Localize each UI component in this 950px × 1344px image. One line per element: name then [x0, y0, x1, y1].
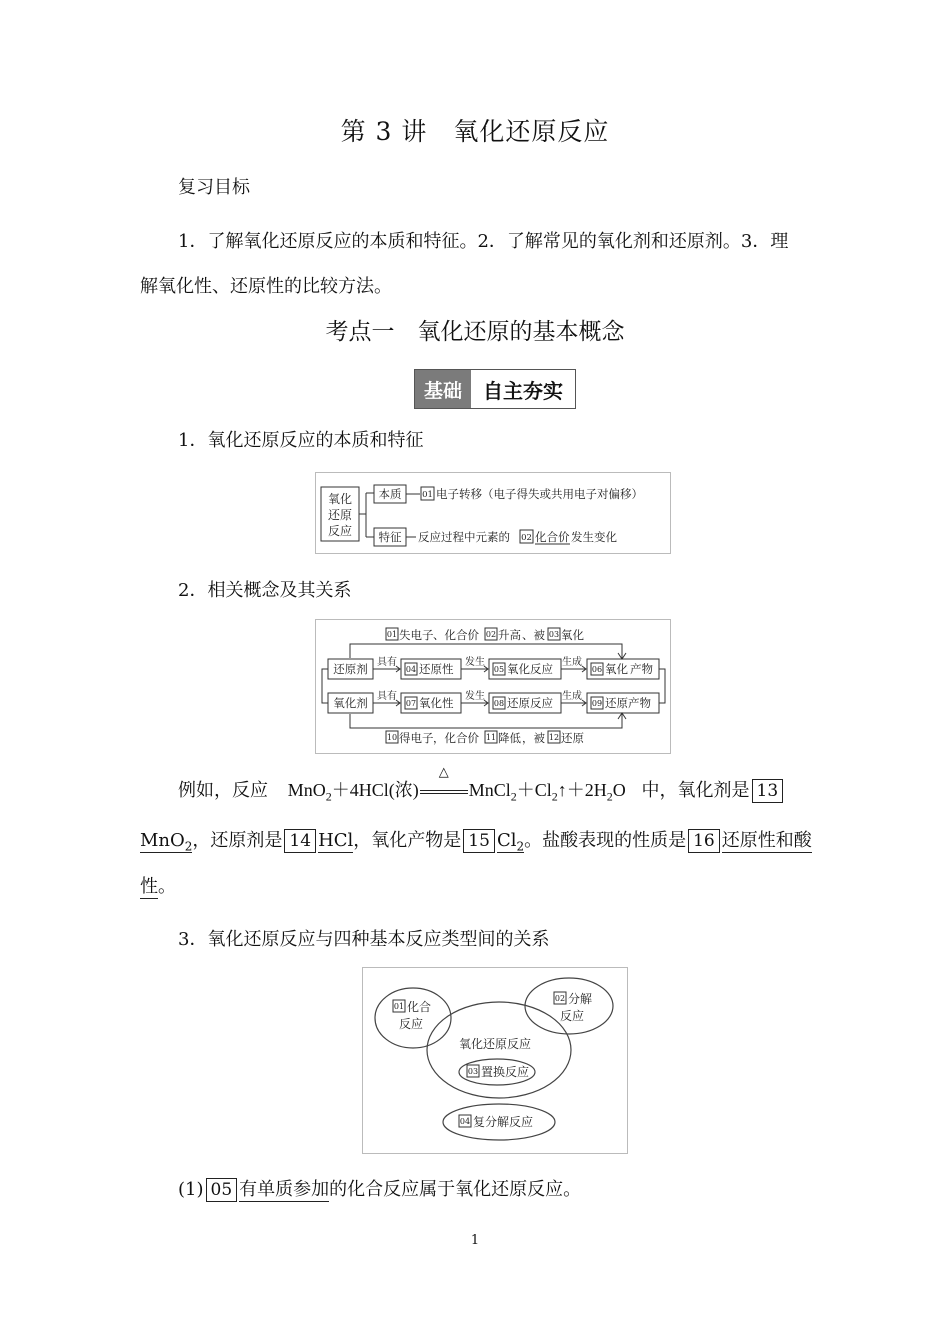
- answer-16-cont: 性: [140, 876, 158, 897]
- reaction-condition: △: [438, 764, 449, 779]
- svg-text:反应: 反应: [399, 1017, 424, 1031]
- essence-num: 01: [422, 490, 433, 500]
- feature-label: 特征: [378, 530, 402, 544]
- badge-right: 自主夯实: [471, 370, 575, 408]
- svg-text:01: 01: [393, 1002, 405, 1011]
- svg-text:升高: 升高: [498, 628, 521, 642]
- svg-text:04: 04: [405, 665, 417, 674]
- svg-text:置换反应: 置换反应: [481, 1065, 530, 1079]
- svg-text:10: 10: [386, 733, 398, 742]
- feature-suffix: 发生变化: [571, 530, 617, 544]
- svg-text:具有: 具有: [377, 657, 397, 668]
- feature-underlined: 化合价: [535, 530, 570, 544]
- svg-text:氧化: 氧化: [561, 628, 584, 642]
- svg-text:03: 03: [548, 630, 560, 639]
- svg-text:05: 05: [493, 665, 505, 674]
- goals-line-1: 1．了解氧化还原反应的本质和特征。2．了解常见的氧化剂和还原剂。3．理: [178, 231, 789, 252]
- svg-text:氧化性: 氧化性: [419, 696, 454, 710]
- svg-text:氧化: 氧化: [605, 662, 628, 676]
- review-goal-heading: 复习目标: [178, 177, 250, 198]
- answer-15: $Cl_2$: [496, 830, 525, 854]
- example-line-1: 例如，反应 MnO$_2$＋4HCl(浓) △ $MnCl_2+Cl_2↑+2H_2O$ 中，氧化剂是 13: [178, 776, 785, 805]
- svg-text:09: 09: [591, 699, 603, 708]
- decomposition-ellipse: [525, 978, 613, 1034]
- item-1-heading: 1．氧化还原反应的本质和特征: [178, 430, 424, 451]
- svg-text:，化合价: ，化合价: [433, 731, 479, 745]
- answer-14: HCl: [318, 830, 354, 851]
- essence-feature-figure: [315, 472, 671, 554]
- essence-label: 本质: [378, 487, 402, 501]
- svg-text:降低: 降低: [498, 731, 521, 745]
- essence-feature-diagram: [316, 473, 670, 553]
- goals-line-2: 解氧化性、还原性的比较方法。: [140, 276, 392, 297]
- svg-text:得电子: 得电子: [399, 731, 434, 745]
- svg-text:还原产物: 还原产物: [605, 696, 651, 710]
- svg-text:还原: 还原: [561, 731, 584, 745]
- answer-16-number: 16: [688, 829, 720, 853]
- svg-text:12: 12: [548, 733, 560, 742]
- svg-text:08: 08: [493, 699, 505, 708]
- page-title: 第 3 讲 氧化还原反应: [340, 117, 610, 146]
- concepts-figure: [315, 619, 671, 754]
- answer-13: MnO$_2$: [140, 830, 193, 854]
- svg-text:06: 06: [591, 665, 603, 674]
- svg-text:氧化剂: 氧化剂: [333, 696, 368, 710]
- feature-prefix: 反应过程中元素的: [418, 530, 510, 544]
- item-3-heading: 3．氧化还原反应与四种基本反应类型间的关系: [178, 929, 550, 950]
- main-line-1: 氧化: [327, 492, 353, 506]
- svg-text:02: 02: [554, 994, 566, 1003]
- svg-text:，被: ，被: [522, 731, 545, 745]
- item-2-heading: 2．相关概念及其关系: [178, 580, 352, 601]
- svg-text:还原剂: 还原剂: [333, 662, 368, 676]
- svg-text:03: 03: [467, 1067, 479, 1076]
- svg-text:具有: 具有: [377, 691, 397, 702]
- svg-text:复分解反应: 复分解反应: [473, 1115, 534, 1129]
- svg-text:发生: 发生: [465, 657, 485, 668]
- svg-text:04: 04: [459, 1117, 471, 1126]
- badge-left: 基础: [415, 370, 471, 408]
- answer-16: 还原性和酸: [721, 830, 812, 851]
- svg-text:、被: 、被: [522, 628, 545, 642]
- main-line-2: 还原: [327, 508, 353, 522]
- answer-05-number: 05: [206, 1178, 238, 1202]
- essence-text: 电子转移（电子得失或共用电子对偏移）: [436, 487, 643, 501]
- svg-text:化合: 化合: [407, 1000, 432, 1014]
- section-badge: [414, 369, 576, 409]
- svg-text:、化合价: 、化合价: [433, 628, 479, 642]
- svg-text:11: 11: [485, 733, 497, 742]
- svg-text:07: 07: [405, 699, 417, 708]
- svg-text:氧化还原反应: 氧化还原反应: [459, 1037, 532, 1051]
- answer-15-number: 15: [463, 829, 495, 853]
- page-number: 1: [470, 1233, 480, 1248]
- svg-text:生成: 生成: [562, 691, 582, 702]
- svg-text:反应: 反应: [560, 1009, 585, 1023]
- main-line-3: 反应: [327, 524, 353, 538]
- reaction-types-venn: [363, 968, 627, 1153]
- item-4: (1) 05 有单质参加的化合反应属于氧化还原反应。: [178, 1179, 582, 1200]
- svg-text:02: 02: [485, 630, 497, 639]
- svg-text:还原性: 还原性: [419, 662, 454, 676]
- concepts-diagram: [316, 620, 670, 753]
- svg-text:生成: 生成: [562, 657, 582, 668]
- feature-num: 02: [521, 533, 532, 543]
- svg-text:发生: 发生: [465, 691, 485, 702]
- equation: MnO$_2$＋4HCl(浓) △ $MnCl_2+Cl_2↑+2H_2O$: [287, 764, 626, 804]
- svg-text:分解: 分解: [568, 992, 593, 1006]
- answer-13-number: 13: [752, 779, 784, 803]
- svg-text:氧化反应: 氧化反应: [507, 662, 553, 676]
- svg-text:还原反应: 还原反应: [507, 696, 553, 710]
- reaction-types-figure: [362, 967, 628, 1154]
- answer-05: 有单质参加: [239, 1179, 330, 1200]
- example-line-2: MnO$_2$，还原剂是 14 HCl，氧化产物是 15 $Cl_2$。盐酸表现的性质是 16 还原性和酸: [140, 830, 812, 854]
- answer-14-number: 14: [284, 829, 316, 853]
- svg-text:01: 01: [386, 630, 398, 639]
- example-line-3: 性。: [140, 876, 176, 897]
- svg-text:产物: 产物: [630, 662, 653, 676]
- section-title: 考点一 氧化还原的基本概念: [325, 319, 625, 345]
- svg-text:失电子: 失电子: [399, 628, 434, 642]
